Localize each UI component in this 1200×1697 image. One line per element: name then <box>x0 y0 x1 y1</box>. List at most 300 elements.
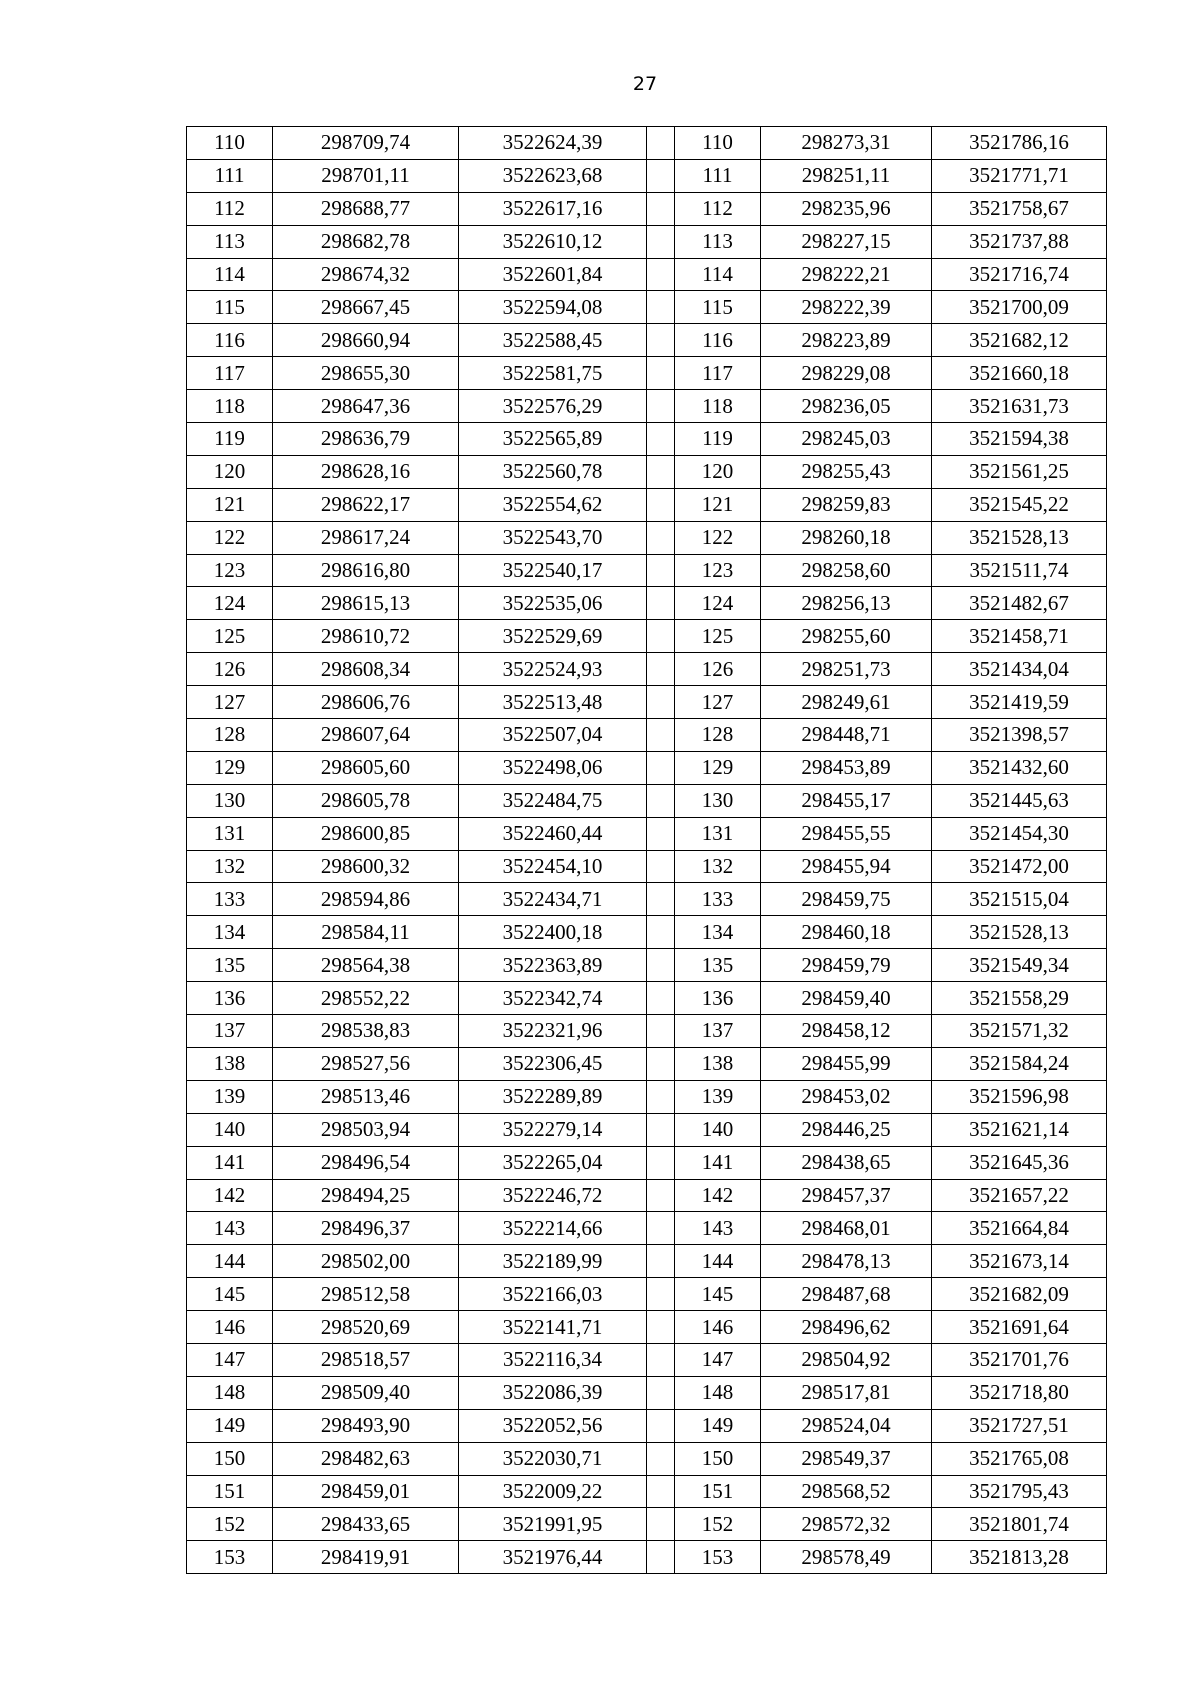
right-point-number-cell: 114 <box>675 258 761 291</box>
left-point-number-cell: 134 <box>187 916 273 949</box>
left-x-coordinate-cell: 298636,79 <box>273 423 459 456</box>
left-x-coordinate-cell: 298701,11 <box>273 159 459 192</box>
right-y-coordinate-cell: 3521795,43 <box>932 1475 1107 1508</box>
left-x-coordinate-cell: 298682,78 <box>273 225 459 258</box>
right-y-coordinate-cell: 3521584,24 <box>932 1047 1107 1080</box>
left-y-coordinate-cell: 3522086,39 <box>459 1376 647 1409</box>
left-x-coordinate-cell: 298667,45 <box>273 291 459 324</box>
right-x-coordinate-cell: 298455,17 <box>761 784 932 817</box>
right-point-number-cell: 133 <box>675 883 761 916</box>
table-row <box>187 1442 1107 1475</box>
left-y-coordinate-cell: 3522246,72 <box>459 1179 647 1212</box>
left-y-coordinate-cell: 3522498,06 <box>459 751 647 784</box>
right-point-number-cell: 151 <box>675 1475 761 1508</box>
left-x-coordinate-cell: 298518,57 <box>273 1343 459 1376</box>
spacer-cell <box>647 1409 675 1442</box>
left-x-coordinate-cell: 298709,74 <box>273 127 459 160</box>
left-y-coordinate-cell: 3522529,69 <box>459 620 647 653</box>
table-row <box>187 488 1107 521</box>
left-y-coordinate-cell: 3522560,78 <box>459 455 647 488</box>
table-row <box>187 1113 1107 1146</box>
right-y-coordinate-cell: 3521561,25 <box>932 455 1107 488</box>
right-y-coordinate-cell: 3521682,09 <box>932 1278 1107 1311</box>
left-point-number-cell: 135 <box>187 949 273 982</box>
left-point-number-cell: 110 <box>187 127 273 160</box>
left-x-coordinate-cell: 298503,94 <box>273 1113 459 1146</box>
right-x-coordinate-cell: 298256,13 <box>761 587 932 620</box>
left-point-number-cell: 120 <box>187 455 273 488</box>
right-point-number-cell: 119 <box>675 423 761 456</box>
spacer-cell <box>647 1311 675 1344</box>
left-point-number-cell: 144 <box>187 1245 273 1278</box>
right-x-coordinate-cell: 298459,40 <box>761 982 932 1015</box>
left-point-number-cell: 149 <box>187 1409 273 1442</box>
left-y-coordinate-cell: 3522166,03 <box>459 1278 647 1311</box>
left-y-coordinate-cell: 3522565,89 <box>459 423 647 456</box>
right-x-coordinate-cell: 298453,02 <box>761 1080 932 1113</box>
left-point-number-cell: 130 <box>187 784 273 817</box>
left-point-number-cell: 111 <box>187 159 273 192</box>
right-x-coordinate-cell: 298249,61 <box>761 686 932 719</box>
right-x-coordinate-cell: 298517,81 <box>761 1376 932 1409</box>
right-point-number-cell: 149 <box>675 1409 761 1442</box>
table-row <box>187 587 1107 620</box>
left-x-coordinate-cell: 298594,86 <box>273 883 459 916</box>
left-x-coordinate-cell: 298607,64 <box>273 719 459 752</box>
left-y-coordinate-cell: 3522623,68 <box>459 159 647 192</box>
table-row <box>187 521 1107 554</box>
table-row <box>187 1409 1107 1442</box>
left-x-coordinate-cell: 298655,30 <box>273 357 459 390</box>
right-point-number-cell: 137 <box>675 1015 761 1048</box>
left-y-coordinate-cell: 3522030,71 <box>459 1442 647 1475</box>
left-x-coordinate-cell: 298610,72 <box>273 620 459 653</box>
left-point-number-cell: 143 <box>187 1212 273 1245</box>
right-point-number-cell: 152 <box>675 1508 761 1541</box>
table-row <box>187 192 1107 225</box>
right-point-number-cell: 150 <box>675 1442 761 1475</box>
spacer-cell <box>647 883 675 916</box>
right-point-number-cell: 112 <box>675 192 761 225</box>
right-x-coordinate-cell: 298222,39 <box>761 291 932 324</box>
table-row <box>187 883 1107 916</box>
table-row <box>187 1508 1107 1541</box>
right-x-coordinate-cell: 298251,73 <box>761 653 932 686</box>
left-x-coordinate-cell: 298688,77 <box>273 192 459 225</box>
left-y-coordinate-cell: 3522610,12 <box>459 225 647 258</box>
left-point-number-cell: 114 <box>187 258 273 291</box>
right-point-number-cell: 126 <box>675 653 761 686</box>
right-y-coordinate-cell: 3521727,51 <box>932 1409 1107 1442</box>
right-x-coordinate-cell: 298245,03 <box>761 423 932 456</box>
spacer-cell <box>647 127 675 160</box>
left-x-coordinate-cell: 298494,25 <box>273 1179 459 1212</box>
right-x-coordinate-cell: 298455,94 <box>761 850 932 883</box>
left-point-number-cell: 139 <box>187 1080 273 1113</box>
left-point-number-cell: 127 <box>187 686 273 719</box>
left-y-coordinate-cell: 3522513,48 <box>459 686 647 719</box>
right-y-coordinate-cell: 3521445,63 <box>932 784 1107 817</box>
left-x-coordinate-cell: 298496,37 <box>273 1212 459 1245</box>
left-point-number-cell: 113 <box>187 225 273 258</box>
left-x-coordinate-cell: 298605,78 <box>273 784 459 817</box>
right-y-coordinate-cell: 3521701,76 <box>932 1343 1107 1376</box>
table-row <box>187 1376 1107 1409</box>
spacer-cell <box>647 653 675 686</box>
left-y-coordinate-cell: 3522009,22 <box>459 1475 647 1508</box>
left-y-coordinate-cell: 3522363,89 <box>459 949 647 982</box>
left-x-coordinate-cell: 298628,16 <box>273 455 459 488</box>
left-x-coordinate-cell: 298520,69 <box>273 1311 459 1344</box>
right-point-number-cell: 153 <box>675 1541 761 1574</box>
table-row <box>187 455 1107 488</box>
left-x-coordinate-cell: 298606,76 <box>273 686 459 719</box>
spacer-cell <box>647 554 675 587</box>
left-point-number-cell: 132 <box>187 850 273 883</box>
left-y-coordinate-cell: 3522588,45 <box>459 324 647 357</box>
right-y-coordinate-cell: 3521801,74 <box>932 1508 1107 1541</box>
spacer-cell <box>647 1080 675 1113</box>
right-x-coordinate-cell: 298438,65 <box>761 1146 932 1179</box>
left-point-number-cell: 124 <box>187 587 273 620</box>
right-x-coordinate-cell: 298460,18 <box>761 916 932 949</box>
right-y-coordinate-cell: 3521621,14 <box>932 1113 1107 1146</box>
right-point-number-cell: 116 <box>675 324 761 357</box>
spacer-cell <box>647 1179 675 1212</box>
right-point-number-cell: 141 <box>675 1146 761 1179</box>
left-x-coordinate-cell: 298564,38 <box>273 949 459 982</box>
left-point-number-cell: 136 <box>187 982 273 1015</box>
spacer-cell <box>647 1541 675 1574</box>
left-point-number-cell: 123 <box>187 554 273 587</box>
left-y-coordinate-cell: 3522507,04 <box>459 719 647 752</box>
right-y-coordinate-cell: 3521558,29 <box>932 982 1107 1015</box>
left-x-coordinate-cell: 298419,91 <box>273 1541 459 1574</box>
right-y-coordinate-cell: 3521545,22 <box>932 488 1107 521</box>
right-y-coordinate-cell: 3521458,71 <box>932 620 1107 653</box>
spacer-cell <box>647 982 675 1015</box>
right-y-coordinate-cell: 3521664,84 <box>932 1212 1107 1245</box>
right-y-coordinate-cell: 3521786,16 <box>932 127 1107 160</box>
spacer-cell <box>647 159 675 192</box>
right-x-coordinate-cell: 298496,62 <box>761 1311 932 1344</box>
left-y-coordinate-cell: 3522554,62 <box>459 488 647 521</box>
right-x-coordinate-cell: 298524,04 <box>761 1409 932 1442</box>
table-row <box>187 1179 1107 1212</box>
right-y-coordinate-cell: 3521528,13 <box>932 916 1107 949</box>
table-row <box>187 225 1107 258</box>
spacer-cell <box>647 719 675 752</box>
left-y-coordinate-cell: 3522454,10 <box>459 850 647 883</box>
table-row <box>187 324 1107 357</box>
right-point-number-cell: 143 <box>675 1212 761 1245</box>
left-y-coordinate-cell: 3522214,66 <box>459 1212 647 1245</box>
spacer-cell <box>647 1113 675 1146</box>
left-x-coordinate-cell: 298496,54 <box>273 1146 459 1179</box>
left-y-coordinate-cell: 3522434,71 <box>459 883 647 916</box>
right-x-coordinate-cell: 298229,08 <box>761 357 932 390</box>
left-x-coordinate-cell: 298493,90 <box>273 1409 459 1442</box>
left-y-coordinate-cell: 3522594,08 <box>459 291 647 324</box>
left-y-coordinate-cell: 3522535,06 <box>459 587 647 620</box>
left-point-number-cell: 115 <box>187 291 273 324</box>
left-point-number-cell: 153 <box>187 1541 273 1574</box>
right-y-coordinate-cell: 3521515,04 <box>932 883 1107 916</box>
left-x-coordinate-cell: 298605,60 <box>273 751 459 784</box>
left-y-coordinate-cell: 3522460,44 <box>459 817 647 850</box>
spacer-cell <box>647 1278 675 1311</box>
right-point-number-cell: 140 <box>675 1113 761 1146</box>
table-row <box>187 1245 1107 1278</box>
right-point-number-cell: 125 <box>675 620 761 653</box>
table-row <box>187 620 1107 653</box>
left-point-number-cell: 133 <box>187 883 273 916</box>
left-x-coordinate-cell: 298616,80 <box>273 554 459 587</box>
left-y-coordinate-cell: 3522617,16 <box>459 192 647 225</box>
table-row <box>187 850 1107 883</box>
right-x-coordinate-cell: 298478,13 <box>761 1245 932 1278</box>
left-y-coordinate-cell: 3522279,14 <box>459 1113 647 1146</box>
left-x-coordinate-cell: 298538,83 <box>273 1015 459 1048</box>
table-row <box>187 1212 1107 1245</box>
right-point-number-cell: 146 <box>675 1311 761 1344</box>
left-y-coordinate-cell: 3522581,75 <box>459 357 647 390</box>
right-y-coordinate-cell: 3521596,98 <box>932 1080 1107 1113</box>
spacer-cell <box>647 324 675 357</box>
right-x-coordinate-cell: 298487,68 <box>761 1278 932 1311</box>
table-row <box>187 916 1107 949</box>
right-y-coordinate-cell: 3521691,64 <box>932 1311 1107 1344</box>
spacer-cell <box>647 455 675 488</box>
right-y-coordinate-cell: 3521398,57 <box>932 719 1107 752</box>
left-y-coordinate-cell: 3522265,04 <box>459 1146 647 1179</box>
right-x-coordinate-cell: 298227,15 <box>761 225 932 258</box>
table-row <box>187 784 1107 817</box>
right-y-coordinate-cell: 3521737,88 <box>932 225 1107 258</box>
right-x-coordinate-cell: 298255,43 <box>761 455 932 488</box>
table-row <box>187 1015 1107 1048</box>
table-row <box>187 291 1107 324</box>
right-x-coordinate-cell: 298455,99 <box>761 1047 932 1080</box>
table-row <box>187 258 1107 291</box>
right-point-number-cell: 127 <box>675 686 761 719</box>
left-point-number-cell: 117 <box>187 357 273 390</box>
right-y-coordinate-cell: 3521434,04 <box>932 653 1107 686</box>
right-point-number-cell: 123 <box>675 554 761 587</box>
left-point-number-cell: 125 <box>187 620 273 653</box>
spacer-cell <box>647 587 675 620</box>
left-y-coordinate-cell: 3522484,75 <box>459 784 647 817</box>
right-point-number-cell: 132 <box>675 850 761 883</box>
right-x-coordinate-cell: 298459,75 <box>761 883 932 916</box>
spacer-cell <box>647 1508 675 1541</box>
right-x-coordinate-cell: 298549,37 <box>761 1442 932 1475</box>
right-y-coordinate-cell: 3521758,67 <box>932 192 1107 225</box>
left-point-number-cell: 147 <box>187 1343 273 1376</box>
left-x-coordinate-cell: 298552,22 <box>273 982 459 1015</box>
right-x-coordinate-cell: 298453,89 <box>761 751 932 784</box>
right-x-coordinate-cell: 298235,96 <box>761 192 932 225</box>
right-y-coordinate-cell: 3521631,73 <box>932 390 1107 423</box>
left-point-number-cell: 150 <box>187 1442 273 1475</box>
left-y-coordinate-cell: 3522289,89 <box>459 1080 647 1113</box>
left-y-coordinate-cell: 3521991,95 <box>459 1508 647 1541</box>
page-number: 27 <box>632 73 658 95</box>
right-point-number-cell: 120 <box>675 455 761 488</box>
spacer-cell <box>647 1212 675 1245</box>
left-point-number-cell: 131 <box>187 817 273 850</box>
left-y-coordinate-cell: 3522543,70 <box>459 521 647 554</box>
left-y-coordinate-cell: 3522400,18 <box>459 916 647 949</box>
right-y-coordinate-cell: 3521549,34 <box>932 949 1107 982</box>
left-point-number-cell: 141 <box>187 1146 273 1179</box>
right-point-number-cell: 128 <box>675 719 761 752</box>
right-y-coordinate-cell: 3521673,14 <box>932 1245 1107 1278</box>
right-y-coordinate-cell: 3521716,74 <box>932 258 1107 291</box>
spacer-cell <box>647 817 675 850</box>
left-x-coordinate-cell: 298509,40 <box>273 1376 459 1409</box>
left-point-number-cell: 151 <box>187 1475 273 1508</box>
spacer-cell <box>647 1146 675 1179</box>
left-y-coordinate-cell: 3522189,99 <box>459 1245 647 1278</box>
right-point-number-cell: 134 <box>675 916 761 949</box>
right-y-coordinate-cell: 3521718,80 <box>932 1376 1107 1409</box>
left-x-coordinate-cell: 298615,13 <box>273 587 459 620</box>
table-row <box>187 127 1107 160</box>
left-point-number-cell: 138 <box>187 1047 273 1080</box>
spacer-cell <box>647 686 675 719</box>
right-x-coordinate-cell: 298255,60 <box>761 620 932 653</box>
left-x-coordinate-cell: 298513,46 <box>273 1080 459 1113</box>
right-y-coordinate-cell: 3521660,18 <box>932 357 1107 390</box>
right-x-coordinate-cell: 298258,60 <box>761 554 932 587</box>
right-point-number-cell: 135 <box>675 949 761 982</box>
right-point-number-cell: 144 <box>675 1245 761 1278</box>
right-x-coordinate-cell: 298448,71 <box>761 719 932 752</box>
left-x-coordinate-cell: 298502,00 <box>273 1245 459 1278</box>
left-y-coordinate-cell: 3522601,84 <box>459 258 647 291</box>
spacer-cell <box>647 192 675 225</box>
left-point-number-cell: 142 <box>187 1179 273 1212</box>
left-y-coordinate-cell: 3522576,29 <box>459 390 647 423</box>
spacer-cell <box>647 225 675 258</box>
spacer-cell <box>647 291 675 324</box>
right-point-number-cell: 113 <box>675 225 761 258</box>
table-row <box>187 719 1107 752</box>
spacer-cell <box>647 751 675 784</box>
left-point-number-cell: 128 <box>187 719 273 752</box>
left-point-number-cell: 121 <box>187 488 273 521</box>
spacer-cell <box>647 916 675 949</box>
table-row <box>187 1047 1107 1080</box>
right-point-number-cell: 136 <box>675 982 761 1015</box>
table-row <box>187 686 1107 719</box>
right-y-coordinate-cell: 3521813,28 <box>932 1541 1107 1574</box>
table-row <box>187 357 1107 390</box>
spacer-cell <box>647 620 675 653</box>
right-x-coordinate-cell: 298260,18 <box>761 521 932 554</box>
left-point-number-cell: 129 <box>187 751 273 784</box>
spacer-cell <box>647 1376 675 1409</box>
left-y-coordinate-cell: 3522321,96 <box>459 1015 647 1048</box>
left-point-number-cell: 137 <box>187 1015 273 1048</box>
left-point-number-cell: 122 <box>187 521 273 554</box>
right-x-coordinate-cell: 298273,31 <box>761 127 932 160</box>
right-y-coordinate-cell: 3521454,30 <box>932 817 1107 850</box>
spacer-cell <box>647 1245 675 1278</box>
left-x-coordinate-cell: 298622,17 <box>273 488 459 521</box>
left-y-coordinate-cell: 3522540,17 <box>459 554 647 587</box>
right-point-number-cell: 117 <box>675 357 761 390</box>
right-point-number-cell: 148 <box>675 1376 761 1409</box>
right-x-coordinate-cell: 298251,11 <box>761 159 932 192</box>
left-y-coordinate-cell: 3522306,45 <box>459 1047 647 1080</box>
left-x-coordinate-cell: 298482,63 <box>273 1442 459 1475</box>
right-point-number-cell: 130 <box>675 784 761 817</box>
right-y-coordinate-cell: 3521771,71 <box>932 159 1107 192</box>
spacer-cell <box>647 521 675 554</box>
right-point-number-cell: 110 <box>675 127 761 160</box>
left-x-coordinate-cell: 298433,65 <box>273 1508 459 1541</box>
spacer-cell <box>647 488 675 521</box>
table-row <box>187 1311 1107 1344</box>
right-point-number-cell: 111 <box>675 159 761 192</box>
left-y-coordinate-cell: 3522624,39 <box>459 127 647 160</box>
left-x-coordinate-cell: 298608,34 <box>273 653 459 686</box>
right-point-number-cell: 118 <box>675 390 761 423</box>
right-y-coordinate-cell: 3521657,22 <box>932 1179 1107 1212</box>
right-point-number-cell: 145 <box>675 1278 761 1311</box>
left-x-coordinate-cell: 298660,94 <box>273 324 459 357</box>
left-point-number-cell: 148 <box>187 1376 273 1409</box>
right-y-coordinate-cell: 3521482,67 <box>932 587 1107 620</box>
right-point-number-cell: 147 <box>675 1343 761 1376</box>
left-y-coordinate-cell: 3522052,56 <box>459 1409 647 1442</box>
right-y-coordinate-cell: 3521682,12 <box>932 324 1107 357</box>
spacer-cell <box>647 850 675 883</box>
spacer-cell <box>647 390 675 423</box>
left-x-coordinate-cell: 298584,11 <box>273 916 459 949</box>
left-point-number-cell: 140 <box>187 1113 273 1146</box>
right-x-coordinate-cell: 298222,21 <box>761 258 932 291</box>
right-point-number-cell: 124 <box>675 587 761 620</box>
right-y-coordinate-cell: 3521765,08 <box>932 1442 1107 1475</box>
table-row <box>187 554 1107 587</box>
right-x-coordinate-cell: 298578,49 <box>761 1541 932 1574</box>
right-x-coordinate-cell: 298236,05 <box>761 390 932 423</box>
left-y-coordinate-cell: 3522116,34 <box>459 1343 647 1376</box>
left-y-coordinate-cell: 3522141,71 <box>459 1311 647 1344</box>
right-y-coordinate-cell: 3521700,09 <box>932 291 1107 324</box>
right-y-coordinate-cell: 3521594,38 <box>932 423 1107 456</box>
right-x-coordinate-cell: 298459,79 <box>761 949 932 982</box>
right-x-coordinate-cell: 298572,32 <box>761 1508 932 1541</box>
left-point-number-cell: 112 <box>187 192 273 225</box>
spacer-cell <box>647 949 675 982</box>
right-y-coordinate-cell: 3521571,32 <box>932 1015 1107 1048</box>
table-row <box>187 159 1107 192</box>
left-y-coordinate-cell: 3522342,74 <box>459 982 647 1015</box>
right-x-coordinate-cell: 298223,89 <box>761 324 932 357</box>
table-row <box>187 1475 1107 1508</box>
right-point-number-cell: 129 <box>675 751 761 784</box>
right-x-coordinate-cell: 298468,01 <box>761 1212 932 1245</box>
table-row <box>187 423 1107 456</box>
right-x-coordinate-cell: 298568,52 <box>761 1475 932 1508</box>
coordinates-table-body <box>187 127 1107 1574</box>
left-point-number-cell: 152 <box>187 1508 273 1541</box>
left-point-number-cell: 116 <box>187 324 273 357</box>
